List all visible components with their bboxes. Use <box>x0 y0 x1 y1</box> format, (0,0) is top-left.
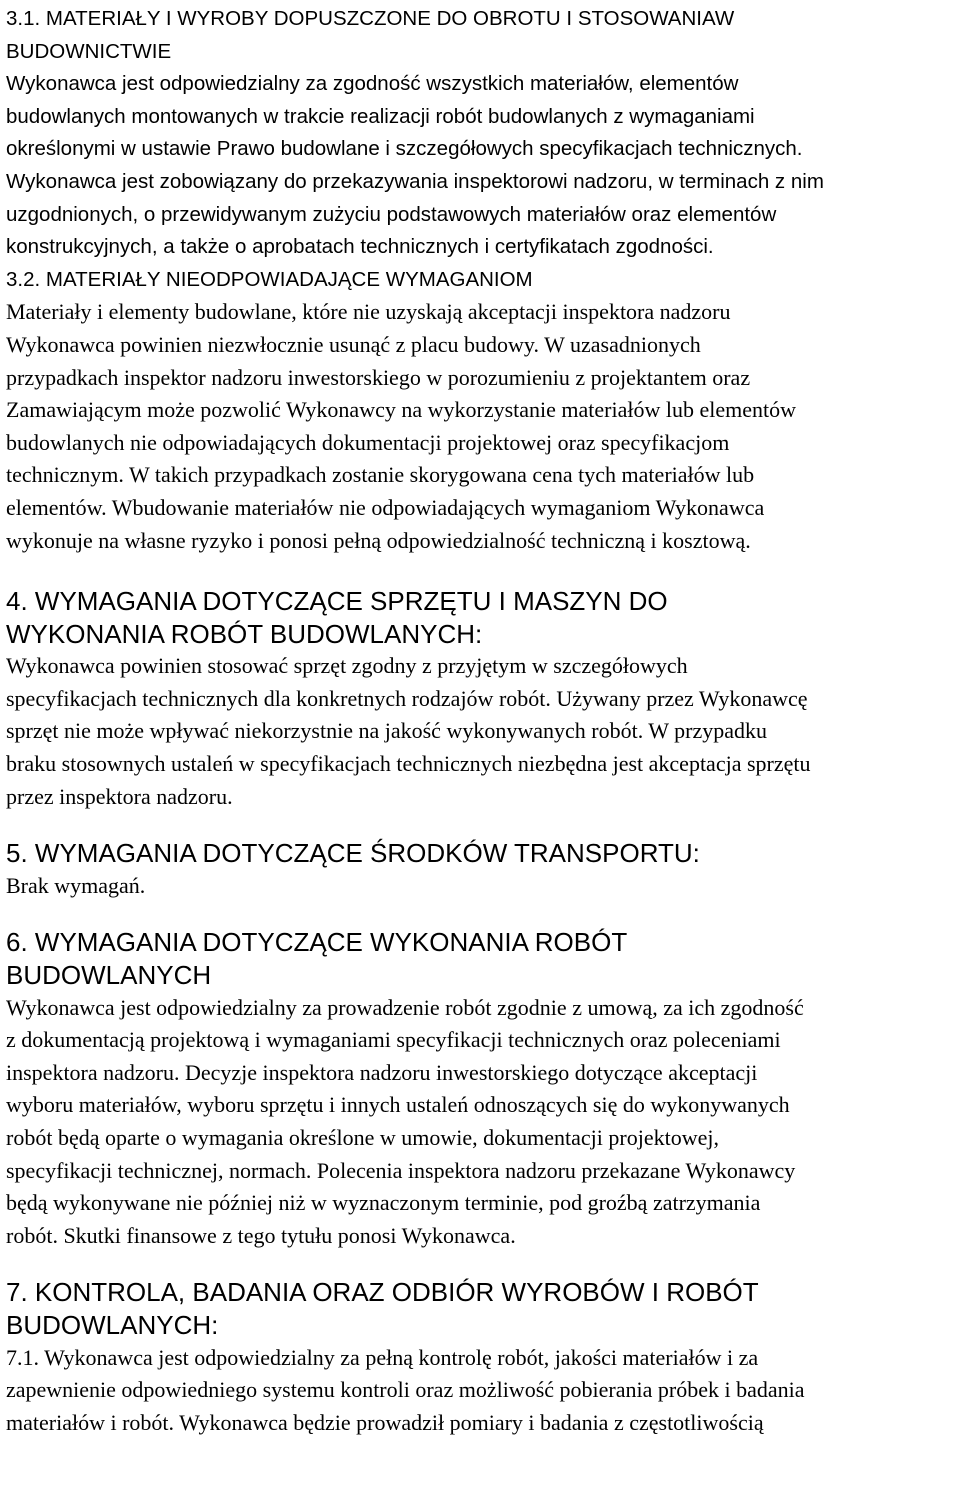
section-6-heading-line-1: 6. WYMAGANIA DOTYCZĄCE WYKONANIA ROBÓT <box>6 927 628 958</box>
paragraph-line: specyfikacji technicznej, normach. Polecenia inspektora nadzoru przekazane Wykonawcy <box>6 1157 796 1183</box>
paragraph-line: wyboru materiałów, wyboru sprzętu i innych ustaleń odnoszących się do wykonywanych <box>6 1092 790 1118</box>
paragraph-line: będą wykonywane nie później niż w wyznaczonym terminie, pod groźbą zatrzymania <box>6 1190 761 1216</box>
section-spacer <box>6 902 958 926</box>
paragraph-line: materiałów i robót. Wykonawca będzie prowadził pomiary i badania z częstotliwością <box>6 1409 764 1435</box>
paragraph-line: z dokumentacją projektową i wymaganiami specyfikacji technicznych oraz poleceniami <box>6 1027 781 1053</box>
paragraph-line: konstrukcyjnych, a także o aprobatach technicznych i certyfikatach zgodności. <box>6 235 714 259</box>
paragraph-line: Wykonawca jest zobowiązany do przekazywania inspektorowi nadzoru, w terminach z nim <box>6 169 824 193</box>
section-spacer <box>6 557 958 585</box>
section-7-heading-line-2: BUDOWLANYCH: <box>6 1309 219 1340</box>
paragraph-line: wykonuje na własne ryzyko i ponosi pełną odpowiedzialność techniczną i kosztową. <box>6 527 751 553</box>
paragraph-line: Brak wymagań. <box>6 872 146 898</box>
paragraph-line: budowlanych montowanych w trakcie realizacji robót budowlanych z wymaganiami <box>6 104 755 128</box>
section-spacer <box>6 813 958 837</box>
section-4 <box>6 585 958 813</box>
paragraph-line: określonymi w ustawie Prawo budowlane i szczegółowych specyfikacjach technicznych. <box>6 137 803 161</box>
paragraph-line: budowlanych nie odpowiadających dokumentacji projektowej oraz specyfikacjom <box>6 429 730 455</box>
paragraph-line: Materiały i elementy budowlane, które nie uzyskają akceptacji inspektora nadzoru <box>6 299 731 325</box>
paragraph-line: robót będą oparte o wymagania określone w umowie, dokumentacji projektowej, <box>6 1125 719 1150</box>
paragraph-line: uzgodnionych, o przewidywanym zużyciu podstawowych materiałów oraz elementów <box>6 202 777 226</box>
section-7-heading-line-1: 7. KONTROLA, BADANIA ORAZ ODBIÓR WYROBÓW I ROBÓT <box>6 1277 759 1308</box>
section-3-1-heading-line-2: BUDOWNICTWIE <box>6 39 172 63</box>
section-spacer <box>6 1252 958 1276</box>
section-3-1-heading-line-1: 3.1. MATERIAŁY I WYROBY DOPUSZCZONE DO OBROTU I STOSOWANIAW <box>6 7 735 30</box>
paragraph-line: Wykonawca powinien stosować sprzęt zgodny z przyjętym w szczegółowych <box>6 653 688 679</box>
section-7 <box>6 1276 958 1439</box>
paragraph-line: specyfikacjach technicznych dla konkretnych rodzajów robót. Używany przez Wykonawcę <box>6 685 808 711</box>
paragraph-line: sprzęt nie może wpływać niekorzystnie na jakość wykonywanych robót. W przypadku <box>6 718 768 744</box>
paragraph-line: zapewnienie odpowiedniego systemu kontroli oraz możliwość pobierania próbek i badania <box>6 1377 805 1403</box>
section-3-2 <box>6 264 958 557</box>
section-3-1 <box>6 3 958 264</box>
paragraph-line: elementów. Wbudowanie materiałów nie odpowiadających wymaganiom Wykonawca <box>6 494 765 520</box>
section-5 <box>6 837 958 902</box>
section-4-heading-line-1: 4. WYMAGANIA DOTYCZĄCE SPRZĘTU I MASZYN DO <box>6 586 668 617</box>
paragraph-line: Wykonawca powinien niezwłocznie usunąć z placu budowy. W uzasadnionych <box>6 331 701 357</box>
paragraph-line: inspektora nadzoru. Decyzje inspektora nadzoru inwestorskiego dotyczące akceptacji <box>6 1059 758 1085</box>
document-page <box>6 3 958 1439</box>
paragraph-line: robót. Skutki finansowe z tego tytułu ponosi Wykonawca. <box>6 1222 516 1248</box>
section-6-heading-line-2: BUDOWLANYCH <box>6 960 212 991</box>
paragraph-line: 7.1. Wykonawca jest odpowiedzialny za pełną kontrolę robót, jakości materiałów i za <box>6 1344 759 1370</box>
paragraph-line: technicznym. W takich przypadkach zostanie skorygowana cena tych materiałów lub <box>6 462 755 488</box>
paragraph-line: Wykonawca jest odpowiedzialny za prowadzenie robót zgodnie z umową, za ich zgodność <box>6 994 804 1020</box>
section-4-heading-line-2: WYKONANIA ROBÓT BUDOWLANYCH: <box>6 618 483 649</box>
section-3-2-heading: 3.2. MATERIAŁY NIEODPOWIADAJĄCE WYMAGANIOM <box>6 267 533 291</box>
section-5-heading: 5. WYMAGANIA DOTYCZĄCE ŚRODKÓW TRANSPORTU: <box>6 838 700 869</box>
paragraph-line: przez inspektora nadzoru. <box>6 783 233 809</box>
paragraph-line: przypadkach inspektor nadzoru inwestorskiego w porozumieniu z projektantem oraz <box>6 364 751 390</box>
paragraph-line: Wykonawca jest odpowiedzialny za zgodność wszystkich materiałów, elementów <box>6 72 739 96</box>
paragraph-line: braku stosownych ustaleń w specyfikacjach technicznych niezbędna jest akceptacja sprzętu <box>6 751 811 777</box>
paragraph-line: Zamawiającym może pozwolić Wykonawcy na wykorzystanie materiałów lub elementów <box>6 397 796 423</box>
section-6 <box>6 926 958 1252</box>
